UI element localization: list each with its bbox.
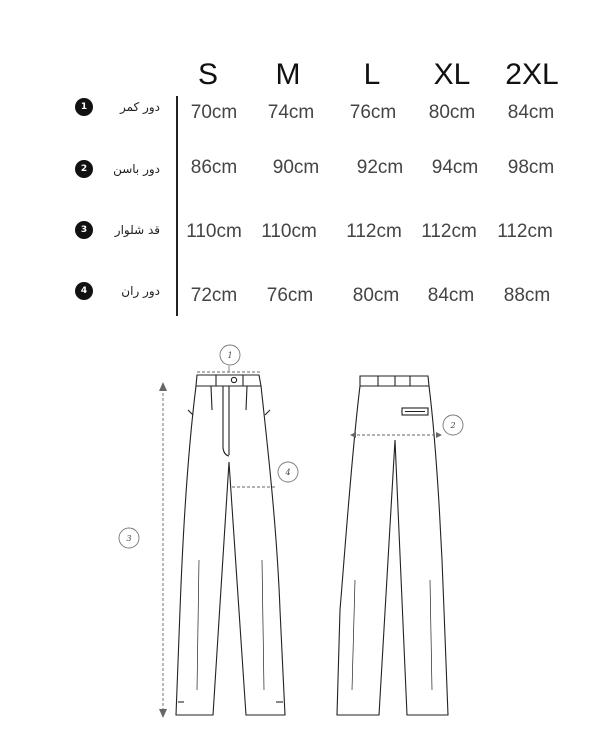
table-cell: 110cm xyxy=(186,221,242,242)
trousers-diagram xyxy=(0,330,600,730)
trousers-back-drawing xyxy=(337,376,448,715)
table-cell: 76cm xyxy=(266,285,314,306)
table-cell: 70cm xyxy=(190,102,238,123)
table-cell: 110cm xyxy=(261,221,317,242)
table-cell: 112cm xyxy=(421,221,477,242)
table-cell: 94cm xyxy=(431,157,479,178)
table-cell: 92cm xyxy=(356,157,404,178)
table-cell: 86cm xyxy=(190,157,238,178)
row-label-waist: دور کمر xyxy=(119,100,160,114)
marker-label-4: 4 xyxy=(285,468,291,477)
table-cell: 74cm xyxy=(267,102,315,123)
size-header-xl: XL xyxy=(433,58,471,91)
row-label-hip: دور باسن xyxy=(113,162,160,176)
marker-circle-1 xyxy=(220,345,240,365)
table-cell: 88cm xyxy=(503,285,551,306)
table-cell: 84cm xyxy=(507,102,555,123)
table-divider xyxy=(176,96,178,316)
row-number-badge: 4 xyxy=(75,282,93,300)
marker-circle-2 xyxy=(443,415,463,435)
size-header-l: L xyxy=(363,58,381,91)
table-cell: 90cm xyxy=(272,157,320,178)
table-cell: 76cm xyxy=(349,102,397,123)
marker-label-1: 1 xyxy=(227,351,233,360)
trousers-front-drawing xyxy=(176,375,285,715)
table-cell: 72cm xyxy=(190,285,238,306)
size-header-s: S xyxy=(197,58,219,91)
marker-label-2: 2 xyxy=(450,421,456,430)
row-label-length: قد شلوار xyxy=(114,223,160,237)
table-cell: 112cm xyxy=(497,221,553,242)
row-label-thigh: دور ران xyxy=(121,284,160,298)
table-cell: 112cm xyxy=(346,221,402,242)
marker-circle-4 xyxy=(278,462,298,482)
row-number-badge: 2 xyxy=(75,160,93,178)
table-cell: 80cm xyxy=(352,285,400,306)
row-number-badge: 3 xyxy=(75,221,93,239)
table-cell: 84cm xyxy=(427,285,475,306)
table-cell: 98cm xyxy=(507,157,555,178)
marker-label-3: 3 xyxy=(126,534,132,543)
marker-circle-3 xyxy=(119,528,139,548)
row-number-badge: 1 xyxy=(75,98,93,116)
size-header-2xl: 2XL xyxy=(505,58,559,91)
size-header-m: M xyxy=(275,58,301,91)
table-cell: 80cm xyxy=(428,102,476,123)
